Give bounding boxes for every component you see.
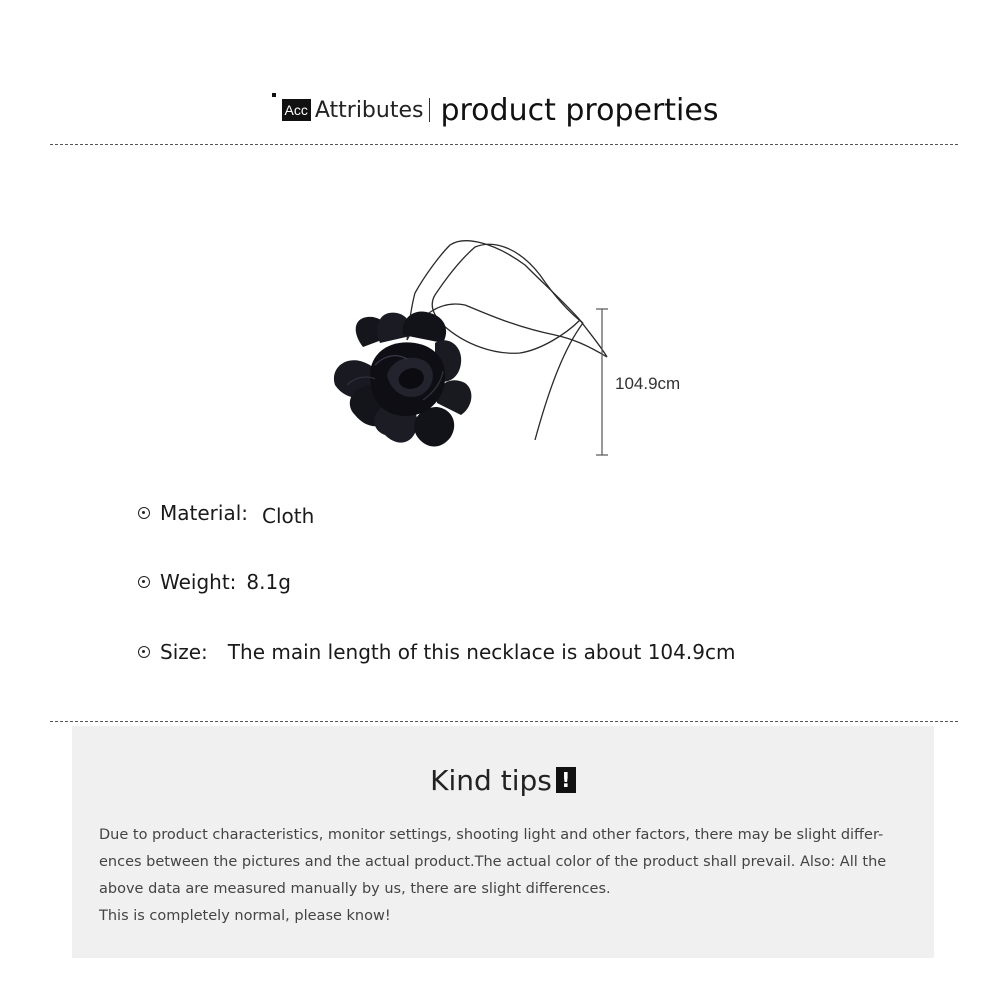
tips-line: This is completely normal, please know! <box>99 908 391 924</box>
header-badge-wrap <box>282 99 311 121</box>
section-header <box>0 80 1000 140</box>
attribute-value: 8.1g <box>246 570 291 594</box>
attribute-row-size <box>138 640 735 664</box>
attribute-value: The main length of this necklace is about 104.9cm <box>227 640 736 664</box>
attribute-key: Size: <box>160 640 208 664</box>
tips-line: Due to product characteristics, monitor settings, shooting light and other factors, there may be slight differ- <box>99 827 884 843</box>
attribute-key: Material: <box>160 501 248 525</box>
tips-line: above data are measured manually by us, there are slight differences. <box>99 881 611 897</box>
bottom-divider <box>50 721 958 722</box>
tips-title-text: Kind tips <box>430 764 552 797</box>
attribute-row-weight <box>138 570 291 594</box>
header-separator <box>429 98 430 122</box>
attributes-label: Attributes <box>314 97 424 123</box>
bullet-icon <box>138 576 150 588</box>
product-image <box>325 235 625 465</box>
measurement-line <box>596 309 608 455</box>
bullet-icon <box>138 507 150 519</box>
measurement-label: 104.9cm <box>615 374 681 393</box>
tips-body <box>99 822 919 930</box>
attribute-key: Weight: <box>160 570 237 594</box>
top-divider <box>50 144 958 145</box>
bullet-icon <box>138 646 150 658</box>
kind-tips-panel <box>72 726 934 958</box>
exclamation-icon: ! <box>556 767 576 793</box>
page-title: product properties <box>440 92 719 128</box>
header-badge: Acc <box>282 99 311 121</box>
attribute-row-material <box>138 498 314 528</box>
attribute-value: Cloth <box>262 504 315 528</box>
badge-dot <box>272 93 276 97</box>
tips-line: ences between the pictures and the actual product.The actual color of the product shall prevail. Also: All the <box>99 854 887 870</box>
tips-title <box>72 764 934 797</box>
